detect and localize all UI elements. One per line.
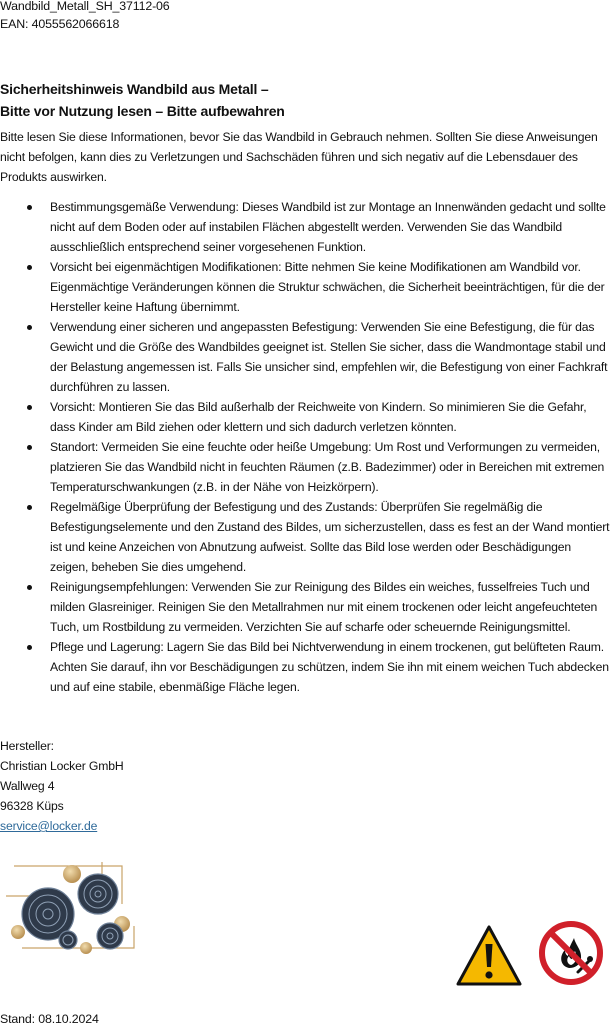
manufacturer-heading: Hersteller:	[0, 739, 54, 753]
intro-paragraph: Bitte lesen Sie diese Informationen, bevor Sie das Wandbild in Gebrauch nehmen. Sollten Sie diese Anweisungen nicht befolgen, kann dies zu Verletzungen und Sachschäden führen und sich negativ auf die Lebensdauer des Produkts auswirken.	[0, 130, 598, 184]
ean-number: EAN: 4055562066618	[0, 17, 120, 31]
document-date: Stand: 08.10.2024	[0, 1012, 99, 1026]
list-item: Vorsicht bei eigenmächtigen Modifikationen: Bitte nehmen Sie keine Modifikationen am Wandbild vor. Eigenmächtige Veränderungen können die Struktur schwächen, die Sicherheit beeinträchtigen, für die der Hersteller keine Haftung übernimmt.	[0, 257, 610, 317]
document-meta	[0, 0, 170, 33]
list-item: Reinigungsempfehlungen: Verwenden Sie zur Reinigung des Bildes ein weiches, fusselfreies Tuch und milden Glasreiniger. Reinigen Sie den Metallrahmen nur mit einem trockenen oder leicht angefeuchteten Tuch, um Rostbildung zu vermeiden. Verzichten Sie auf scharfe oder scheuernde Reinigungsmittel.	[0, 577, 610, 637]
manufacturer-block	[0, 736, 124, 836]
page-title	[0, 78, 285, 122]
list-item: Bestimmungsgemäße Verwendung: Dieses Wandbild ist zur Montage an Innenwänden gedacht und sollte nicht auf dem Boden oder auf instabilen Flächen abgestellt werden. Verwenden Sie das Wandbild ausschließlich entsprechend seiner vorgesehenen Funktion.	[0, 197, 610, 257]
list-item: Verwendung einer sicheren und angepassten Befestigung: Verwenden Sie eine Befestigung, die für das Gewicht und die Größe des Wandbildes geeignet ist. Stellen Sie sicher, dass die Wandmontage stabil und der Belastung angemessen ist. Falls Sie unsicher sind, empfehlen wir, die Befestigung von einer Fachkraft durchführen zu lassen.	[0, 317, 610, 397]
article-number: Wandbild_Metall_SH_37112-06	[0, 0, 170, 13]
title-line-1: Sicherheitshinweis Wandbild aus Metall –	[0, 81, 269, 97]
manufacturer-email-link[interactable]: service@locker.de	[0, 819, 98, 833]
list-item: Pflege und Lagerung: Lagern Sie das Bild bei Nichtverwendung in einem trockenen, gut belüfteten Raum. Achten Sie darauf, ihn vor Beschädigungen zu schützen, indem Sie ihn mit einem weichen Tuch abdecken und auf eine stabile, ebenmäßige Fläche legen.	[0, 637, 610, 697]
title-line-2: Bitte vor Nutzung lesen – Bitte aufbewahren	[0, 103, 285, 119]
manufacturer-company: Christian Locker GmbH	[0, 759, 124, 773]
manufacturer-street: Wallweg 4	[0, 779, 55, 793]
list-item: Vorsicht: Montieren Sie das Bild außerhalb der Reichweite von Kindern. So minimieren Sie die Gefahr, dass Kinder am Bild ziehen oder klettern und sich dadurch verletzen könnten.	[0, 397, 610, 437]
manufacturer-city: 96328 Küps	[0, 799, 64, 813]
list-item: Standort: Vermeiden Sie eine feuchte oder heiße Umgebung: Um Rost und Verformungen zu vermeiden, platzieren Sie das Wandbild nicht in feuchten Räumen (z.B. Badezimmer) oder in Bereichen mit extremen Temperaturschwankungen (z.B. in der Nähe von Heizkörpern).	[0, 437, 610, 497]
metal-wall-art-image	[2, 856, 140, 960]
no-open-fire-icon	[538, 920, 604, 986]
list-item: Regelmäßige Überprüfung der Befestigung und des Zustands: Überprüfen Sie regelmäßig die Befestigungselemente und den Zustand des Bildes, um sicherzustellen, dass es fest an der Wand montiert ist und keine Anzeichen von Abnutzung aufweist. Sollte das Bild lose werden oder Beschädigungen zeigen, beheben Sie dies umgehend.	[0, 497, 610, 577]
safety-instructions-list	[0, 197, 610, 697]
warning-triangle-icon	[455, 924, 523, 988]
